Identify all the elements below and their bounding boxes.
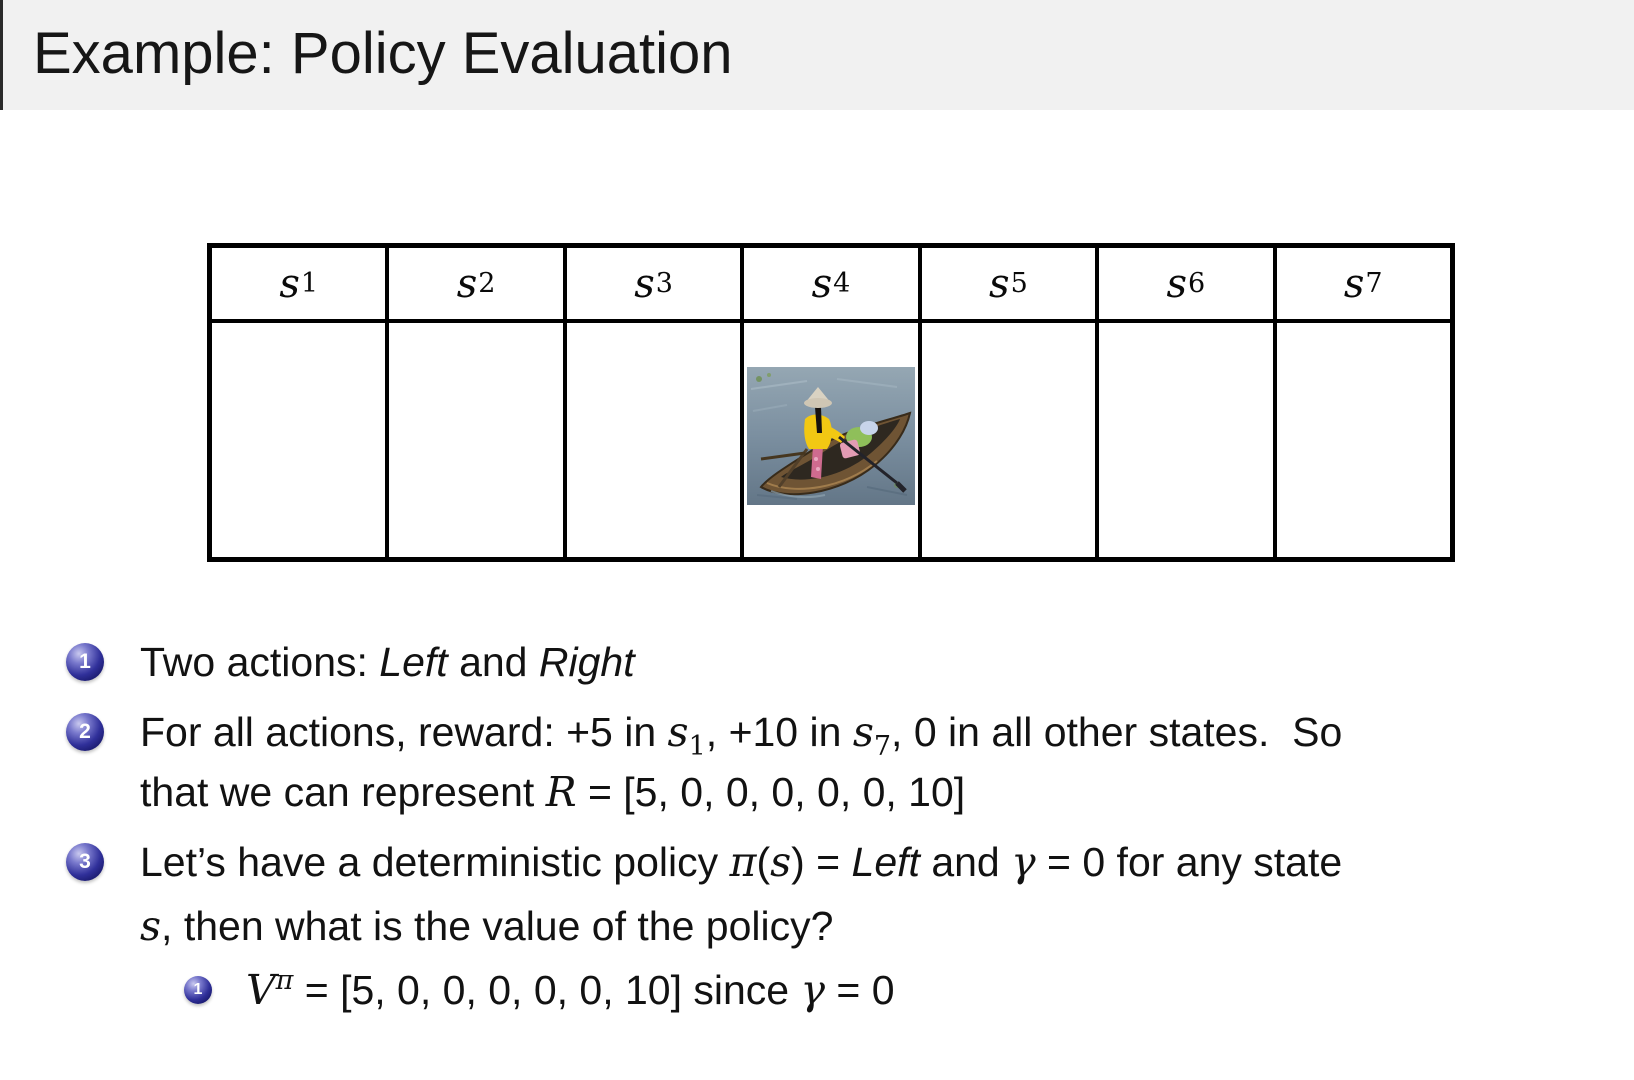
text-run: , 0 in all other states. So [891, 709, 1343, 755]
item-1-number-ball [66, 643, 104, 681]
item-2-text-line-1 [140, 704, 1342, 760]
state-cell-s4 [744, 323, 917, 557]
math-s: s [140, 902, 162, 950]
math-subscript: 7 [873, 731, 892, 762]
math-s: s [770, 838, 792, 886]
state-label-s5: s 5 [922, 248, 1095, 323]
state-label-s1: s 1 [212, 248, 385, 323]
state-cell-s5 [922, 323, 1095, 557]
math-gamma: γ [800, 966, 825, 1014]
item-number: 3 [79, 850, 91, 873]
reward-vector: = [5, 0, 0, 0, 0, 0, 10] [576, 769, 966, 815]
state-symbol: s [989, 260, 1010, 307]
item-1-text [140, 634, 635, 690]
text-run: , +10 in [705, 709, 853, 755]
item-3-text-line-2 [140, 898, 833, 954]
text-run: = 0 for any state [1035, 839, 1343, 885]
state-symbol: s [1343, 260, 1365, 307]
state-cell-s7 [1277, 323, 1450, 557]
state-cell-s1 [212, 323, 385, 557]
text-run: For all actions, reward: +5 in [140, 709, 668, 755]
subitem-1-text [246, 962, 895, 1018]
item-2-text-line-2 [140, 764, 965, 820]
state-column-s4 [744, 248, 921, 557]
state-cell-s2 [389, 323, 562, 557]
math-pi: π [729, 838, 757, 886]
text-run: Two actions: [140, 639, 380, 685]
item-number: 2 [79, 720, 91, 743]
math-s: s [667, 708, 689, 756]
state-symbol: s [1166, 260, 1187, 307]
state-label-s7: s 7 [1277, 248, 1450, 323]
text-run: ( [756, 839, 771, 885]
state-column-s1 [212, 248, 389, 557]
state-column-s6 [1099, 248, 1276, 557]
state-column-s3 [567, 248, 744, 557]
action-left-label: Left [851, 839, 920, 885]
item-2-number-ball [66, 713, 104, 751]
math-R: R [545, 768, 577, 816]
state-column-s7 [1277, 248, 1450, 557]
subitem-1-number-ball [184, 976, 212, 1004]
state-column-s2 [389, 248, 566, 557]
state-symbol: s [811, 260, 833, 307]
state-label-s2: s 2 [389, 248, 562, 323]
state-label-s6: s 6 [1099, 248, 1272, 323]
state-symbol: s [634, 260, 655, 307]
text-run: , then what is the value of the policy? [161, 903, 834, 949]
text-run: and [919, 839, 1012, 885]
math-V: V [246, 966, 276, 1014]
item-number: 1 [193, 981, 203, 998]
text-run: ) = [791, 839, 852, 885]
action-left-label: Left [379, 639, 448, 685]
state-cell-s3 [567, 323, 740, 557]
state-cell-s6 [1099, 323, 1272, 557]
text-run: = 0 [825, 967, 895, 1013]
text-run: Let’s have a deterministic policy [140, 839, 730, 885]
value-vector: = [5, 0, 0, 0, 0, 0, 10] since [293, 967, 801, 1013]
action-right-label: Right [538, 639, 635, 685]
boat-photo [747, 367, 915, 505]
state-label-s3: s 3 [567, 248, 740, 323]
state-symbol: s [456, 260, 478, 307]
page-title: Example: Policy Evaluation [33, 21, 733, 86]
item-3-number-ball [66, 843, 104, 881]
state-column-s5 [922, 248, 1099, 557]
title-bar [0, 0, 1634, 110]
math-subscript: 1 [688, 731, 706, 762]
state-table [207, 243, 1455, 562]
text-run: that we can represent [140, 769, 546, 815]
text-run: and [447, 639, 539, 685]
math-superscript-pi: π [275, 965, 294, 996]
item-3-text-line-1 [140, 834, 1342, 890]
state-symbol: s [279, 260, 300, 307]
math-gamma: γ [1011, 838, 1036, 886]
state-label-s4: s 4 [744, 248, 917, 323]
math-s: s [852, 708, 874, 756]
item-number: 1 [79, 650, 91, 673]
